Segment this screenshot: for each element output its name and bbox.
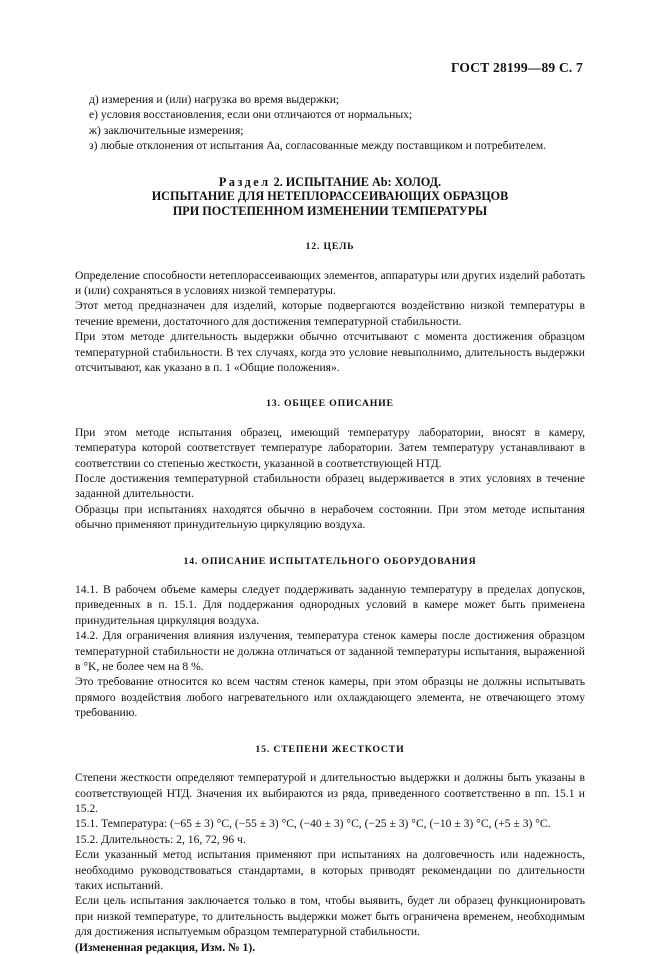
paragraph-text: Определение способности нетеплорассеивающих элементов, аппаратуры или других изделий работать и (или) сохраняться в условиях низкой температуры. xyxy=(75,268,585,297)
list-item: е) условия восстановления, если они отличаются от нормальных; xyxy=(89,108,413,122)
paragraph-text: Этот метод предназначен для изделий, которые подвергаются воздействию низкой температуры в течение времени, достаточного для достижения температурной стабильности. xyxy=(75,299,585,328)
paragraph: 15.1. Температура: (−65 ± 3) °С, (−55 ± 3) °С, (−40 ± 3) °С, (−25 ± 3) °С, (−10 ± 3) °С, (+5 ± 3) °С. xyxy=(75,817,551,831)
paragraph: При этом методе испытания образец, имеющий температуру лаборатории, вносят в камеру, температура которой соответствует температуре лаборатории. Затем температуру устанавливают в соответствии со степенью жесткости, указанной в соответствующей НТД. xyxy=(75,425,585,470)
amendment-note: (Измененная редакция, Изм. № 1). xyxy=(75,940,256,954)
paragraph: Образцы при испытаниях находятся обычно в нерабочем состоянии. При этом методе испытания обычно применяют принудительную циркуляцию воздуха. xyxy=(75,502,585,532)
paragraph: 15.2. Длительность: 2, 16, 72, 96 ч. xyxy=(75,832,246,846)
section-prefix: Раздел xyxy=(218,174,271,189)
list-item: ж) заключительные измерения; xyxy=(89,123,244,137)
subsection-title-12: 12. ЦЕЛЬ xyxy=(305,241,355,253)
subsection-title-14: 14. ОПИСАНИЕ ИСПЫТАТЕЛЬНОГО ОБОРУДОВАНИЯ xyxy=(183,555,477,567)
paragraph: Если указанный метод испытания применяют при испытаниях на долговечность или надежность, необходимо руководствоваться стандартами, в которых приводят рекомендации по длительности таких испытаний. xyxy=(75,848,585,892)
paragraph xyxy=(75,329,585,375)
paragraph-text: При этом методе длительность выдержки обычно отсчитывают с момента достижения образцом температурной стабильности. В тех случаях, когда это условие невыполнимо, длительность выдержки отсчитывают, как указано в п. 1 «Общие положения». xyxy=(75,330,585,374)
paragraph: Если цель испытания заключается только в том, чтобы выявить, будет ли образец функционировать при низкой температуре, то длительность выдержки может быть ограничена временем, необходимым для достижения испытуемым образцом температурной стабильности. xyxy=(75,894,585,939)
paragraph: Это требование относится ко всем частям стенок камеры, при этом образцы не должны испытывать прямого воздействия любого нагревательного или охлаждающего элемента, не отвечающего этому требованию. xyxy=(75,675,585,720)
subsection-title-13: 13. ОБЩЕЕ ОПИСАНИЕ xyxy=(266,398,394,410)
page-header: ГОСТ 28199—89 С. 7 xyxy=(450,60,583,75)
section-heading-line1: 2. ИСПЫТАНИЕ Ab: ХОЛОД. xyxy=(270,174,442,189)
paragraph: 14.2. Для ограничения влияния излучения, температура стенок камеры после достижения образцом температурной стабильности не должна отличаться от заданной температуры испытания, выраженной в °K, не более чем на 8 %. xyxy=(75,629,585,674)
paragraph xyxy=(75,268,585,299)
subsection-title-15: 15. СТЕПЕНИ ЖЕСТКОСТИ xyxy=(255,743,405,755)
list-item: з) любые отклонения от испытания Аа, согласованные между поставщиком и потребителем. xyxy=(89,139,547,153)
paragraph: После достижения температурной стабильности образец выдерживается в этих условиях в течение заданной длительности. xyxy=(75,472,585,501)
page-content xyxy=(75,92,585,955)
section-heading-line3: ПРИ ПОСТЕПЕННОМ ИЗМЕНЕНИИ ТЕМПЕРАТУРЫ xyxy=(172,203,488,218)
paragraph: 14.1. В рабочем объеме камеры следует поддерживать заданную температуру в пределах допусков, приведенных в п. 15.1. Для поддержания однородных условий в камере может быть применена принудительная циркуляция воздуха. xyxy=(75,583,585,627)
section-heading xyxy=(75,175,585,190)
section-heading-line2: ИСПЫТАНИЕ ДЛЯ НЕТЕПЛОРАССЕИВАЮЩИХ ОБРАЗЦОВ xyxy=(151,189,509,204)
paragraph xyxy=(75,298,585,329)
paragraph: Степени жесткости определяют температурой и длительностью выдержки и должны быть указаны в соответствующей НТД. Значения их выбираются из ряда, приведенного соответственно в пп. 15.1 и 15.2. xyxy=(75,771,585,815)
list-item: д) измерения и (или) нагрузка во время выдержки; xyxy=(89,93,340,106)
